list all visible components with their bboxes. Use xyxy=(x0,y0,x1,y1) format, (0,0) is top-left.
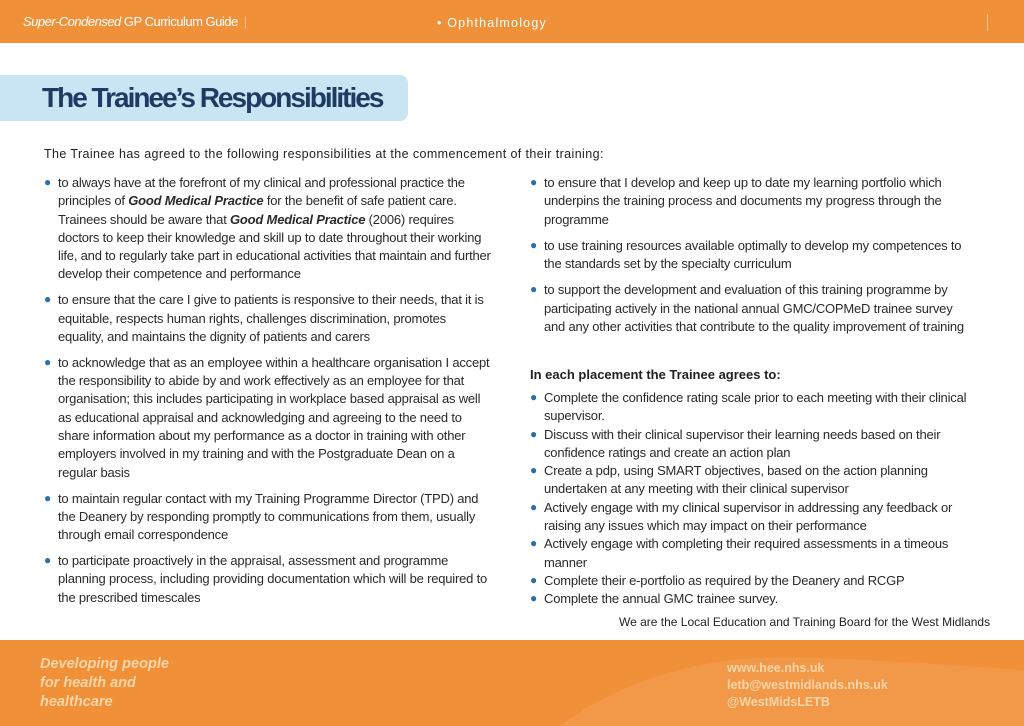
bullet-text: Complete their e-portfolio as required by the Deanery and RCGP xyxy=(544,572,905,588)
list-item xyxy=(44,490,494,545)
slogan-line: Developing people xyxy=(40,656,169,672)
list-item xyxy=(44,291,494,346)
list-item xyxy=(530,237,975,274)
guide-title-rest: GP Curriculum Guide xyxy=(120,14,238,29)
list-item xyxy=(530,426,975,463)
bullet-text: Actively engage with my clinical supervisor in addressing any feedback or raising any issues which may impact on their performance xyxy=(544,499,953,534)
bullet-dot-icon: ● xyxy=(530,282,538,297)
list-item xyxy=(530,462,975,499)
bullet-dot-icon: ● xyxy=(530,499,538,514)
header-divider xyxy=(987,14,988,31)
footer-contact xyxy=(727,660,888,711)
slogan-line: for health and xyxy=(40,675,136,691)
page-title: The Trainee’s Responsibilities xyxy=(42,82,383,113)
bullet-text: Create a pdp, using SMART objectives, based on the action planning undertaken at any meeting with their clinical supervisor xyxy=(544,463,928,497)
bullet-text: Complete the confidence rating scale prior to each meeting with their clinical supervisor. xyxy=(544,390,967,424)
bullet-dot-icon: ● xyxy=(530,536,538,551)
list-item xyxy=(530,590,975,608)
header-separator: | xyxy=(243,14,247,29)
bullet-text: to use training resources available optimally to develop my competences to the standards set by the specialty curriculum xyxy=(544,237,962,272)
left-bullet-list xyxy=(44,174,494,615)
bullet-text: to ensure that the care I give to patients is responsive to their needs, that it is equitable, respects human rights, challenges discrimination, promotes equality, and maintains the dignity of patients and carers xyxy=(58,292,484,344)
header-bar xyxy=(0,0,1024,43)
guide-title-italic: Super-Condensed xyxy=(23,14,121,29)
placement-bullet-list xyxy=(530,389,975,609)
bullet-dot-icon: ● xyxy=(44,292,52,307)
bullet-text: to always have at the forefront of my clinical and professional practice the principles of xyxy=(58,175,465,209)
bullet-dot-icon: ● xyxy=(530,175,538,189)
bullet-text: Actively engage with completing their required assessments in a timeous manner xyxy=(544,536,949,570)
list-item xyxy=(530,535,975,572)
bullet-dot-icon: ● xyxy=(530,426,538,441)
placement-heading: In each placement the Trainee agrees to: xyxy=(530,367,781,382)
website-link[interactable]: www.hee.nhs.uk xyxy=(727,661,825,675)
bullet-dot-icon: ● xyxy=(530,390,538,404)
letb-note: We are the Local Education and Training Board for the West Midlands xyxy=(619,615,991,629)
social-handle-link[interactable]: @WestMidsLETB xyxy=(727,695,830,709)
bullet-dot-icon: ● xyxy=(530,237,538,252)
bullet-dot-icon: ● xyxy=(44,490,52,505)
specialty-label: • Ophthalmology xyxy=(437,16,547,30)
bullet-dot-icon: ● xyxy=(44,553,52,568)
bullet-text: Complete the annual GMC trainee survey. xyxy=(544,591,779,607)
list-item xyxy=(530,499,975,536)
bullet-dot-icon: ● xyxy=(44,354,52,369)
bullet-text: to participate proactively in the appraisal, assessment and programme planning process, including providing documentation which will be required to the prescribed timescales xyxy=(58,553,488,605)
bullet-text: to acknowledge that as an employee within a healthcare organisation I accept the responsibility to abide by and work effectively as an employee for that organisation; this includes participating in workplace based appraisal as well as educational appraisal and acknowledging and agreeing to the need to share information about my performance as a doctor in training with other employers involved in my training and with the Postgraduate Dean on a regular basis xyxy=(58,354,490,480)
bullet-text: Discuss with their clinical supervisor their learning needs based on their confidence ratings and create an action plan xyxy=(544,426,941,460)
list-item xyxy=(530,389,975,426)
list-item xyxy=(530,572,975,590)
bullet-text: (2006) requires doctors to keep their knowledge and skill up to date throughout their working life, and to regularly take part in educational activities that maintain and further develop their competence and performance xyxy=(58,211,491,282)
slogan-line: healthcare xyxy=(40,694,113,710)
bullet-text: to maintain regular contact with my Training Programme Director (TPD) and the Deanery by responding promptly to communications from them, usually through email correspondence xyxy=(58,490,479,543)
bullet-dot-icon: ● xyxy=(530,463,538,478)
right-bullet-list xyxy=(530,174,975,344)
list-item xyxy=(530,281,975,336)
list-item xyxy=(44,354,494,482)
bullet-dot-icon: ● xyxy=(530,572,538,587)
list-item xyxy=(530,174,975,229)
bullet-dot-icon: ● xyxy=(530,591,538,606)
page-title-box xyxy=(0,75,408,121)
bullet-emphasis: Good Medical Practice xyxy=(230,211,366,227)
list-item xyxy=(44,174,494,284)
bullet-text: for the benefit of safe patient care. Trainees should be aware that xyxy=(58,193,457,227)
bullet-text: to ensure that I develop and keep up to date my learning portfolio which underpins the training process and documents my progress through the programme xyxy=(544,175,942,227)
bullet-text: to support the development and evaluation of this training programme by participating actively in the national annual GMC/COPMeD trainee survey and any other activities that contribute to the quality improvement of training xyxy=(544,282,964,335)
bullet-emphasis: Good Medical Practice xyxy=(128,193,264,209)
list-item xyxy=(44,552,494,607)
email-link[interactable]: letb@westmidlands.nhs.uk xyxy=(727,678,888,692)
guide-title xyxy=(23,14,247,29)
bullet-dot-icon: ● xyxy=(44,175,52,189)
intro-text: The Trainee has agreed to the following responsibilities at the commencement of their training: xyxy=(44,147,604,161)
footer-slogan xyxy=(40,655,169,712)
